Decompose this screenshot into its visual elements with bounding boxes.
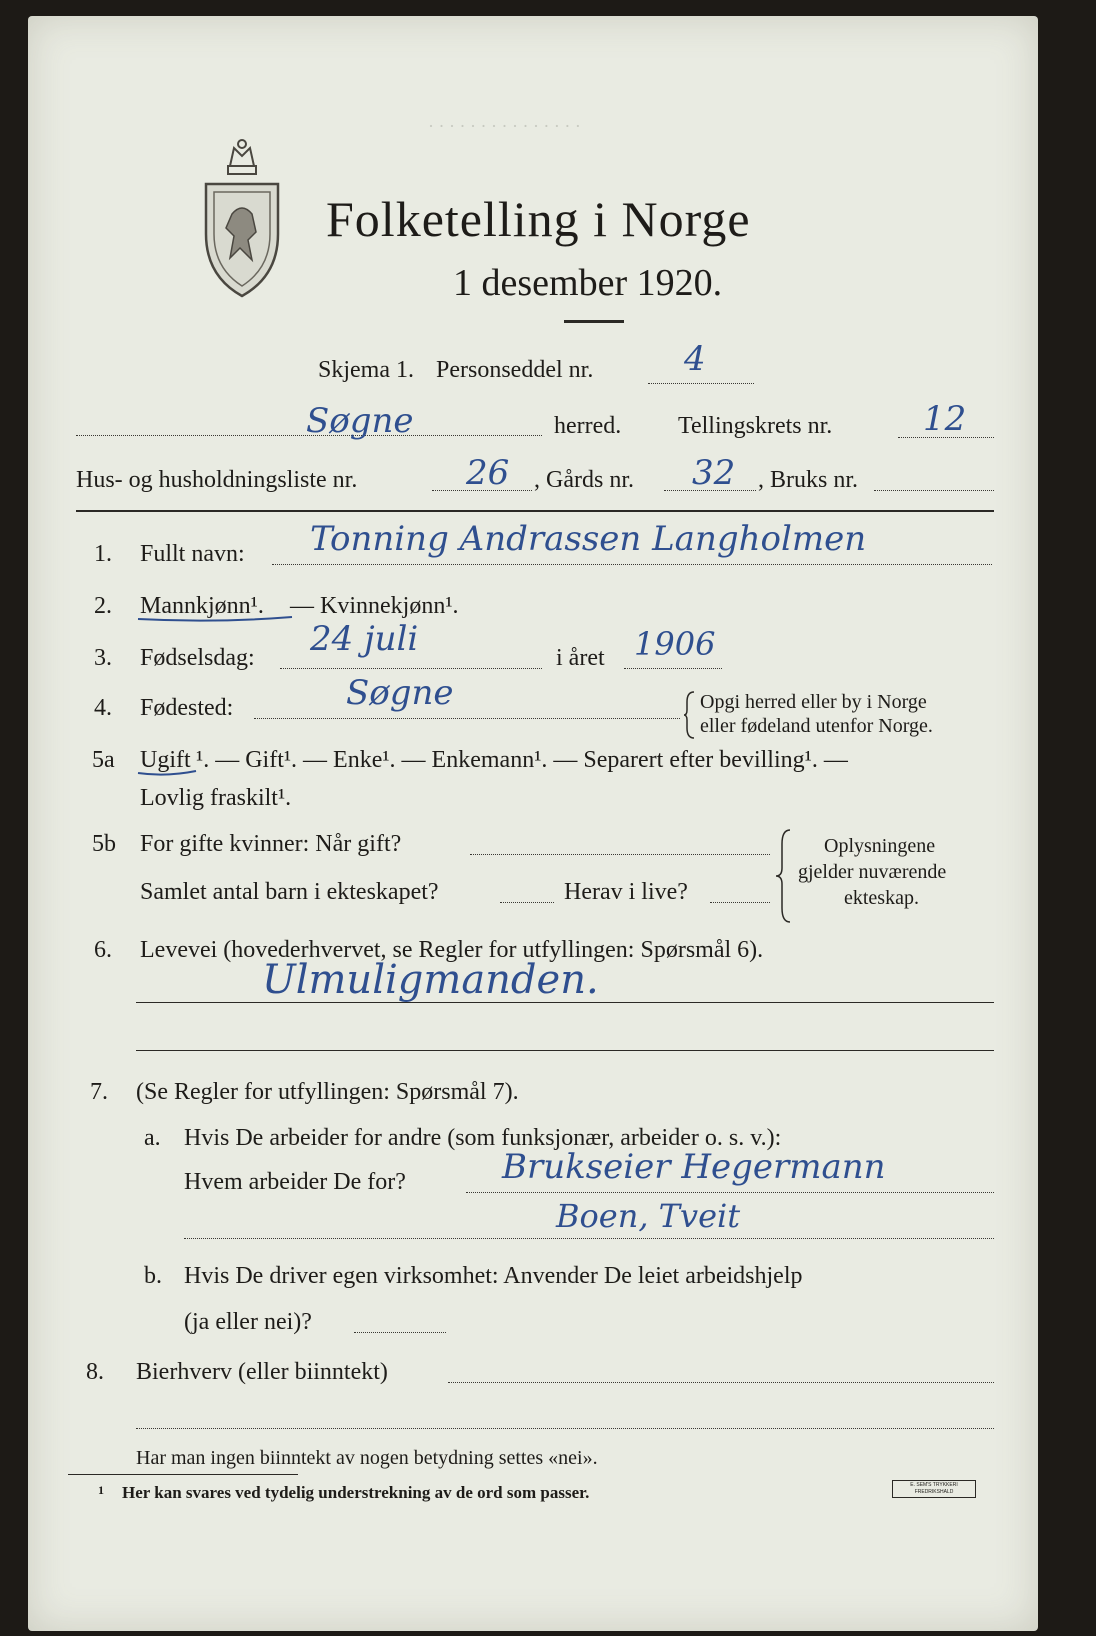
coat-of-arms-icon [200,136,284,306]
q7-label: (Se Regler for utfyllingen: Spørsmål 7). [136,1079,519,1105]
birthplace-value: Søgne [346,673,454,713]
birthyear-field[interactable] [624,668,722,669]
q1-number: 1. [94,541,112,567]
footnote-rule [68,1474,298,1475]
q2-number: 2. [94,593,112,619]
occupation-line-1[interactable] [136,1002,994,1003]
q5b-note-line-1: Oplysningene [824,835,936,857]
header-rule [76,510,994,512]
form-subtitle: 1 desember 1920. [453,262,723,304]
side-income-field[interactable] [448,1382,994,1383]
q8-note: Har man ingen biinntekt av nogen betydning settes «nei». [136,1447,598,1469]
employer-field-line-2[interactable] [184,1238,994,1239]
q5b-note-line-2: gjelder nuværende [798,861,947,883]
gards-value: 32 [692,453,736,493]
birthyear-value: 1906 [634,625,716,663]
male-option[interactable]: Mannkjønn¹. [140,593,264,619]
married-women-label: For gifte kvinner: Når gift? [140,831,402,857]
divorced-option[interactable]: Lovlig fraskilt¹. [140,785,292,811]
q4-brace [684,690,696,740]
census-form-page [28,16,1038,1631]
printer-stamp [892,1480,976,1498]
children-label: Samlet antal barn i ekteskapet? [140,879,439,905]
birthdate-value: 24 juli [310,619,419,659]
hired-help-field[interactable] [354,1332,446,1333]
full-name-field[interactable] [272,564,992,565]
married-when-field[interactable] [470,854,770,855]
bruks-field[interactable] [874,490,994,491]
q7a-letter: a. [144,1125,161,1151]
q3-label: Fødselsdag: [140,645,255,671]
personseddel-value: 4 [684,339,706,379]
q7b-question: Hvis De driver egen virksomhet: Anvender De leiet arbeidshjelp [184,1263,803,1289]
q5a-number: 5a [92,747,115,773]
alive-label: Herav i live? [564,879,688,905]
q7-number: 7. [90,1079,108,1105]
marital-options[interactable]: ¹. — Gift¹. — Enke¹. — Enkemann¹. — Separert efter bevilling¹. — [196,747,848,773]
bleed-through-text: · · · · · · · · · · · · · · · [428,116,581,136]
gards-label: , Gårds nr. [534,467,634,493]
household-value: 26 [466,453,510,493]
footnote-mark: 1 [98,1483,104,1497]
birthdate-field[interactable] [280,668,542,669]
personseddel-field[interactable] [648,383,754,384]
bruks-label: , Bruks nr. [758,467,859,493]
printer-stamp-text: E. SEM'S TRYKKERI FREDRIKSHALD [910,1482,958,1495]
herred-label: herred. [554,413,622,439]
q4-note-line-1: Opgi herred eller by i Norge [700,691,927,713]
occupation-line-2[interactable] [136,1050,994,1051]
form-title: Folketelling i Norge [326,191,751,247]
tellingskrets-label: Tellingskrets nr. [678,413,833,439]
employer-field[interactable] [466,1192,994,1193]
footnote-text: Her kan svares ved tydelig understrekning av de ord som passer. [122,1483,590,1502]
employer-value-line-2: Boen, Tveit [556,1197,741,1235]
alive-field[interactable] [710,902,770,903]
q8-label: Bierhverv (eller biinntekt) [136,1359,388,1385]
q6-label: Levevei (hovederhvervet, se Regler for utfyllingen: Spørsmål 6). [140,937,764,963]
children-field[interactable] [500,902,554,903]
q5b-number: 5b [92,831,116,857]
employer-value-line-1: Brukseier Hegermann [502,1147,886,1187]
tellingskrets-value: 12 [923,399,967,439]
personseddel-label: Personseddel nr. [436,357,594,383]
herred-value: Søgne [306,401,414,441]
side-income-field-line-2[interactable] [136,1428,994,1429]
title-divider [564,320,624,323]
occupation-value: Ulmuligmanden. [262,957,599,1003]
q4-label: Fødested: [140,695,234,721]
hired-help-label: (ja eller nei)? [184,1309,312,1335]
q7a-question: Hvis De arbeider for andre (som funksjonær, arbeider o. s. v.): [184,1125,782,1151]
q4-number: 4. [94,695,112,721]
female-option[interactable]: — Kvinnekjønn¹. [290,593,459,619]
male-underline-mark [136,614,296,624]
q4-note-line-2: eller fødeland utenfor Norge. [700,715,933,737]
employer-label: Hvem arbeider De for? [184,1169,406,1195]
q8-number: 8. [86,1359,104,1385]
q1-label: Fullt navn: [140,541,245,567]
q5b-brace [776,828,792,924]
year-label: i året [556,645,605,671]
q7b-letter: b. [144,1263,162,1289]
birthplace-field[interactable] [254,718,680,719]
q5b-note-line-3: ekteskap. [844,887,919,909]
q6-number: 6. [94,937,112,963]
q3-number: 3. [94,645,112,671]
full-name-value: Tonning Andrassen Langholmen [310,519,867,559]
unmarried-option[interactable]: Ugift [140,747,191,773]
household-label: Hus- og husholdningsliste nr. [76,467,358,493]
schema-label: Skjema 1. [318,357,414,383]
unmarried-underline-mark [136,768,200,778]
